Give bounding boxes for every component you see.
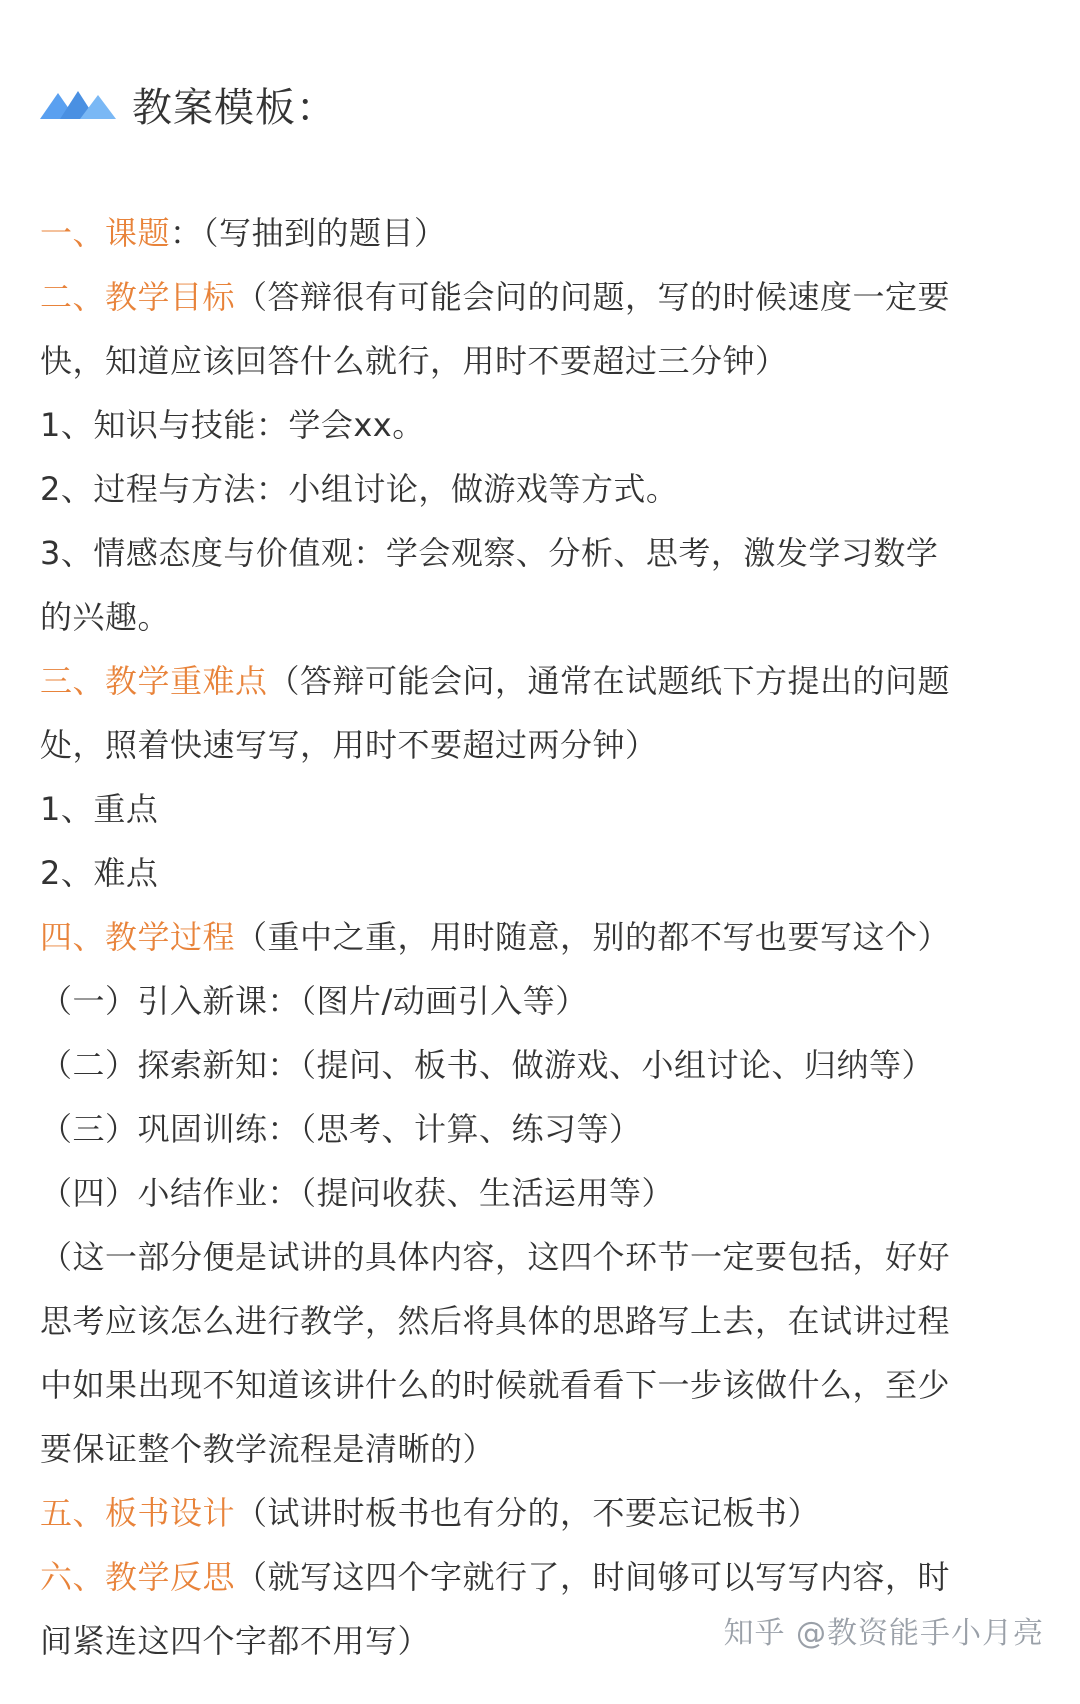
body-text: 间紧连这四个字都不用写）	[40, 1622, 431, 1660]
section-note: （答辩可能会问，通常在试题纸下方提出的问题	[267, 662, 951, 700]
text-line	[40, 1097, 1040, 1161]
text-line	[40, 393, 1040, 457]
text-line	[40, 1289, 1040, 1353]
text-line	[40, 777, 1040, 841]
lesson-plan-body	[40, 201, 1040, 1673]
body-text: 的兴趣。	[40, 598, 171, 636]
text-line	[40, 1545, 1040, 1609]
page-title: 教案模板：	[132, 84, 337, 131]
text-line	[40, 521, 1040, 585]
text-line	[40, 585, 1040, 649]
body-text: 2、难点	[40, 854, 159, 892]
body-text: 2、过程与方法：小组讨论，做游戏等方式。	[40, 470, 679, 508]
header	[40, 72, 337, 136]
text-line	[40, 457, 1040, 521]
body-text: （这一部分便是试讲的具体内容，这四个环节一定要包括，好好	[40, 1238, 951, 1276]
section-heading: 四、教学过程	[40, 918, 236, 956]
text-line	[40, 329, 1040, 393]
text-line	[40, 1417, 1040, 1481]
body-text: （三）巩固训练：（思考、计算、练习等）	[40, 1110, 642, 1148]
text-line	[40, 1353, 1040, 1417]
body-text: 要保证整个教学流程是清晰的）	[40, 1430, 496, 1468]
section-note: （答辩很有可能会问的问题，写的时候速度一定要	[235, 278, 951, 316]
text-line	[40, 1481, 1040, 1545]
text-line	[40, 1225, 1040, 1289]
body-text: （四）小结作业：（提问收获、生活运用等）	[40, 1174, 675, 1212]
text-line	[40, 841, 1040, 905]
section-heading: 一、课题	[40, 214, 171, 252]
text-line	[40, 1161, 1040, 1225]
body-text: （一）引入新课：（图片/动画引入等）	[40, 982, 588, 1020]
section-heading: 三、教学重难点	[40, 662, 268, 700]
body-text: 中如果出现不知道该讲什么的时候就看看下一步该做什么，至少	[40, 1366, 951, 1404]
body-text: 1、重点	[40, 790, 159, 828]
body-text: 处，照着快速写写，用时不要超过两分钟）	[40, 726, 658, 764]
section-note: （重中之重，用时随意，别的都不写也要写这个）	[235, 918, 951, 956]
body-text: （二）探索新知：（提问、板书、做游戏、小组讨论、归纳等）	[40, 1046, 935, 1084]
section-note: （试讲时板书也有分的，不要忘记板书）	[235, 1494, 821, 1532]
text-line	[40, 201, 1040, 265]
section-heading: 五、板书设计	[40, 1494, 236, 1532]
body-text: 快，知道应该回答什么就行，用时不要超过三分钟）	[40, 342, 788, 380]
text-line	[40, 649, 1040, 713]
text-line	[40, 1033, 1040, 1097]
body-text: 3、情感态度与价值观：学会观察、分析、思考，激发学习数学	[40, 534, 939, 572]
body-text: 思考应该怎么进行教学，然后将具体的思路写上去，在试讲过程	[40, 1302, 951, 1340]
section-note: （就写这四个字就行了，时间够可以写写内容，时	[235, 1558, 951, 1596]
text-line	[40, 265, 1040, 329]
section-heading: 二、教学目标	[40, 278, 236, 316]
text-line	[40, 905, 1040, 969]
text-line	[40, 969, 1040, 1033]
section-heading: 六、教学反思	[40, 1558, 236, 1596]
body-text: 1、知识与技能：学会xx。	[40, 406, 425, 444]
section-note: ：（写抽到的题目）	[170, 214, 447, 252]
text-line	[40, 713, 1040, 777]
watermark: 知乎 @教资能手小月亮	[723, 1616, 1044, 1651]
mountains-icon	[40, 89, 116, 119]
